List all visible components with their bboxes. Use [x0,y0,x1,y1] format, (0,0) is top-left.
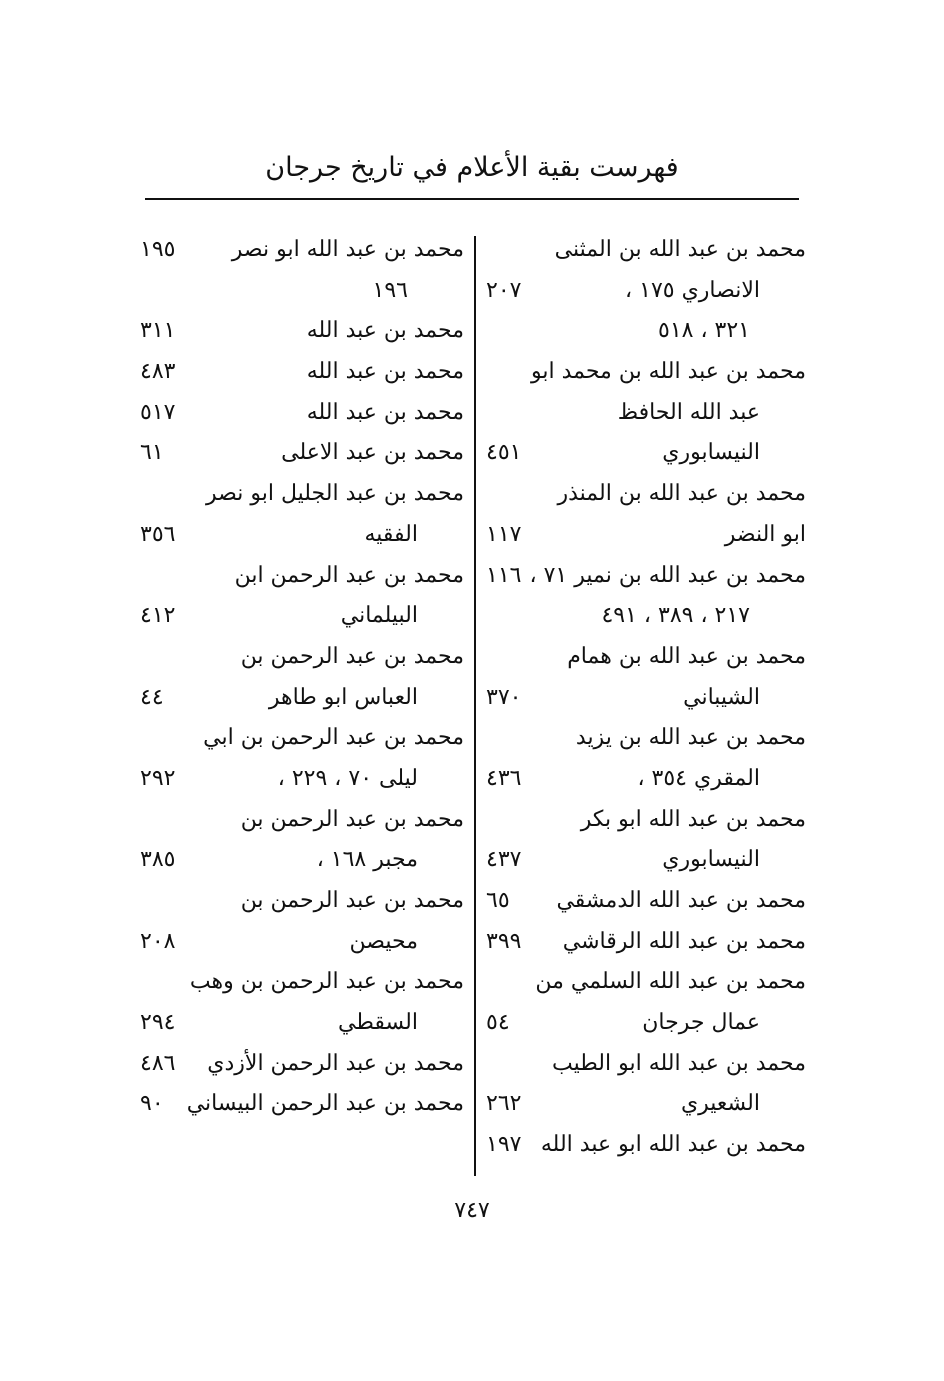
entry-page-ref: ٣٨٥ [140,847,176,873]
page-title: فهرست بقية الأعلام في تاريخ جرجان [265,152,679,183]
entry-page-ref: ٦٥ [486,888,510,913]
entry-page-ref: ٤١٢ [140,603,176,629]
entry-name: ٢١٧ ، ٣٨٩ ، ٤٩١ [601,603,750,629]
entry-name: ٣٢١ ، ٥١٨ [658,318,750,344]
entry-name: محمد بن عبد الله [306,359,464,385]
entry-page-ref: ٤٤ [140,684,164,710]
index-entry [486,271,806,312]
index-entry [486,678,806,719]
entry-name: المقري ٣٥٤ ، [637,765,760,791]
entry-page-ref: ٩٠ [140,1091,164,1117]
entry-page-ref: ٢٩٢ [140,765,176,791]
index-entry [486,881,806,922]
entry-name: ليلى ٧٠ ، ٢٢٩ ، [277,765,418,791]
entry-name: محمد بن عبد الله بن نمير ٧١ ، [529,562,806,588]
index-entry [140,759,464,800]
entry-name: الفقيه [364,521,418,547]
entry-name: الشيباني [683,684,760,710]
entry-name: محمد بن عبد الاعلى [281,440,464,466]
entry-name: الشعيري [680,1091,760,1117]
entry-page-ref: ٥٤ [486,1010,510,1036]
entry-page-ref: ١٩٥ [140,237,176,262]
index-entry [140,678,464,719]
index-column-right [486,230,806,1166]
entry-name: محمد بن عبد الرحمن بن وهب [189,969,464,995]
entry-page-ref: ٤٨٦ [140,1050,176,1076]
index-entry [486,922,806,963]
entry-name: محمد بن عبد الرحمن البيساني [186,1091,464,1117]
index-entry [140,311,464,352]
index-entry [486,433,806,474]
index-entry [486,515,806,556]
index-entry [486,474,806,515]
index-entry [140,474,464,515]
index-entry [486,1044,806,1085]
index-entry [140,881,464,922]
entry-name: محمد بن عبد الله بن المنذر [557,481,806,507]
index-entry [140,1003,464,1044]
index-entry [140,1044,464,1085]
entry-name: محمد بن عبد الله ابو بكر [580,806,806,832]
entry-name: النيسابوري [662,440,760,466]
index-column-left [140,230,464,1125]
entry-name: محمد بن عبد الله ابو الطيب [552,1050,806,1076]
entry-name: السقطي [338,1010,418,1036]
entry-page-ref: ٢٦٢ [486,1091,522,1117]
index-entry [486,759,806,800]
index-entry [486,962,806,1003]
entry-name: محمد بن عبد الله ابو نصر [231,237,464,262]
entry-page-ref: ١٩٧ [486,1132,522,1158]
entry-name: محمد بن عبد الرحمن ابن [234,562,464,588]
entry-name: مجبر ١٦٨ ، [316,847,418,873]
index-entry [140,433,464,474]
entry-page-ref: ٤٨٣ [140,359,176,385]
entry-page-ref: ٣٧٠ [486,684,522,710]
index-entry [486,637,806,678]
entry-name: محمد بن عبد الله [306,399,464,425]
index-entry [140,271,464,312]
entry-name: محمد بن عبد الله بن المثنى [554,237,806,262]
index-entry [486,718,806,759]
entry-name: محمد بن عبد الله الرقاشي [562,928,806,954]
index-entry [140,515,464,556]
index-entry [140,230,464,271]
entry-page-ref: ١١٦ [486,562,522,588]
index-entry [140,556,464,597]
entry-name: محمد بن عبد الرحمن بن [240,888,464,913]
entry-name: محمد بن عبد الله السلمي من [535,969,806,995]
entry-page-ref: ٥١٧ [140,399,176,425]
entry-page-ref: ٢٩٤ [140,1010,176,1036]
entry-name: محمد بن عبد الرحمن بن [240,643,464,669]
column-divider [474,236,476,1176]
entry-name: عبد الله الحافظ [617,399,760,425]
index-entry [140,922,464,963]
index-entry [486,1003,806,1044]
page-number: ٧٤٧ [454,1198,490,1223]
index-entry [486,840,806,881]
index-entry [486,230,806,271]
entry-name: محمد بن عبد الله بن محمد ابو [530,359,806,385]
entry-page-ref: ٤٣٧ [486,847,522,873]
entry-name: العباس ابو طاهر [268,684,418,710]
entry-page-ref: ٤٥١ [486,440,522,466]
index-entry [140,637,464,678]
index-entry [140,596,464,637]
index-entry [140,800,464,841]
entry-name: محمد بن عبد الرحمن الأزدي [207,1050,464,1076]
index-entry [486,556,806,597]
entry-page-ref: ٦١ [140,440,164,466]
entry-page-ref: ٣٥٦ [140,521,176,547]
entry-name: محيصن [349,928,418,954]
entry-page-ref: ٢٠٨ [140,928,176,954]
entry-name: محمد بن عبد الله ابو عبد الله [540,1132,806,1158]
entry-name: محمد بن عبد الله بن همام [567,643,806,669]
index-entry [486,352,806,393]
entry-name: محمد بن عبد الله [306,318,464,344]
entry-name: محمد بن عبد الله بن يزيد [575,725,806,751]
entry-page-ref: ٢٠٧ [486,277,522,303]
index-entry [486,1084,806,1125]
index-entry [140,962,464,1003]
entry-name: البيلماني [340,603,418,629]
entry-name: ١٩٦ [372,277,408,303]
index-entry [140,718,464,759]
entry-name: الانصاري ١٧٥ ، [625,277,760,303]
index-entry [140,393,464,434]
index-entry [140,352,464,393]
entry-name: محمد بن عبد الجليل ابو نصر [206,481,464,507]
index-entry [486,393,806,434]
index-entry [140,840,464,881]
index-entry [486,800,806,841]
entry-name: محمد بن عبد الرحمن بن [240,806,464,832]
entry-page-ref: ١١٧ [486,521,522,547]
entry-name: ابو النضر [724,521,806,547]
header-rule [145,198,799,200]
index-entry [486,311,806,352]
entry-name: عمال جرجان [642,1010,760,1036]
entry-name: محمد بن عبد الله الدمشقي [556,888,806,913]
index-entry [140,1084,464,1125]
entry-name: محمد بن عبد الرحمن بن ابي [203,725,464,751]
index-entry [486,596,806,637]
entry-page-ref: ٣١١ [140,318,176,344]
entry-name: النيسابوري [662,847,760,873]
index-entry [486,1125,806,1166]
entry-page-ref: ٣٩٩ [486,928,522,954]
entry-page-ref: ٤٣٦ [486,765,522,791]
